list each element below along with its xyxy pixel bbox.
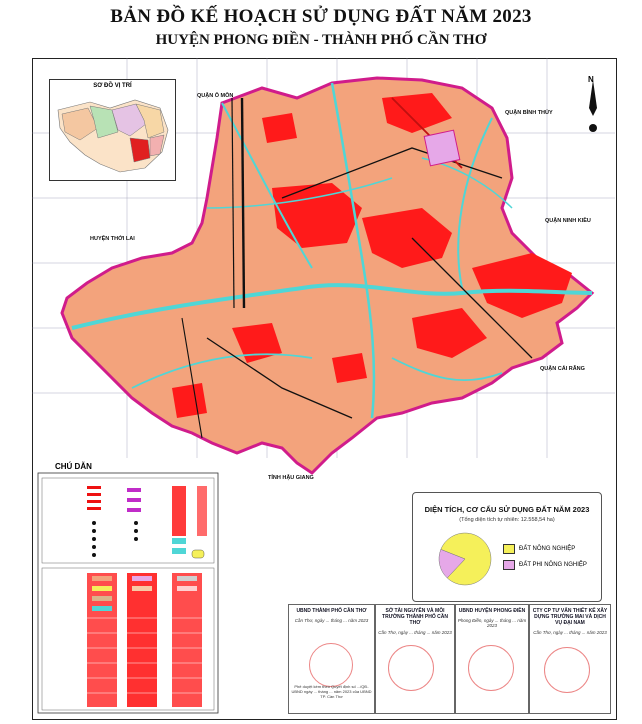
pie-chart: [435, 529, 495, 589]
signature-box-department: [375, 604, 455, 714]
label-neighbor-west: HUYỆN THỚI LAI: [90, 236, 135, 242]
legend-label-nonagri: ĐẤT PHI NÔNG NGHIỆP: [519, 562, 587, 568]
inset-map: [50, 80, 175, 180]
label-neighbor-north: QUẬN Ô MÔN: [197, 93, 234, 99]
seal-stamp: [468, 645, 514, 691]
signature-date: Phong Điền, ngày ... tháng ... năm 2023: [457, 618, 527, 628]
legend-panel: [38, 473, 218, 713]
signature-org: UBND HUYỆN PHONG ĐIỀN: [458, 608, 526, 614]
signature-date: Cần Thơ, ngày ... tháng ... năm 2023: [294, 618, 369, 623]
signature-box-district: [455, 604, 529, 714]
industrial-zone: [424, 130, 460, 166]
legend-swatch-nonagri: [503, 560, 515, 570]
signature-note: Phê duyệt kèm theo Quyết định số .../QĐ-UBND ngày ... tháng ... năm 2023 của UBND TP. Cần Thơ: [291, 684, 372, 699]
label-neighbor-northeast: QUẬN BÌNH THỦY: [505, 110, 553, 116]
seal-stamp: [388, 645, 434, 691]
signature-date: Cần Thơ, ngày ... tháng ... năm 2023: [533, 630, 607, 635]
label-neighbor-east: QUẬN NINH KIỀU: [545, 218, 591, 224]
label-neighbor-southeast: QUẬN CÁI RĂNG: [540, 366, 585, 372]
legend-label-agri: ĐẤT NÔNG NGHIỆP: [519, 546, 576, 552]
map-title: BẢN ĐỒ KẾ HOẠCH SỬ DỤNG ĐẤT NĂM 2023: [110, 6, 532, 27]
signature-org: UBND THÀNH PHỐ CẦN THƠ: [296, 608, 367, 614]
signature-org: CTY CP TƯ VẤN THIẾT KẾ XÂY DỰNG TRƯỜNG MAI VÀ DỊCH VỤ ĐẠI NAM: [532, 608, 608, 626]
compass-north-label: N: [588, 75, 594, 84]
legend-item-nonagri: [503, 560, 587, 570]
legend-title: CHÚ DẪN: [55, 462, 92, 471]
seal-stamp: [309, 643, 353, 687]
seal-stamp: [544, 647, 590, 693]
chart-title: DIỆN TÍCH, CƠ CẤU SỬ DỤNG ĐẤT NĂM 2023: [424, 505, 590, 514]
legend-item-agri: [503, 544, 575, 554]
inset-title: SƠ ĐỒ VỊ TRÍ: [93, 83, 132, 89]
compass-icon: [589, 80, 597, 132]
signature-date: Cần Thơ, ngày ... tháng ... năm 2023: [378, 630, 452, 635]
map-subtitle: HUYỆN PHONG ĐIỀN - THÀNH PHỐ CẦN THƠ: [155, 32, 487, 48]
signature-org: SỞ TÀI NGUYÊN VÀ MÔI TRƯỜNG THÀNH PHỐ CẦN THƠ: [382, 608, 448, 626]
land-use-chart[interactable]: [412, 492, 602, 602]
legend-swatch-agri: [503, 544, 515, 554]
location-inset[interactable]: [49, 79, 176, 181]
label-neighbor-south: TỈNH HẬU GIANG: [268, 475, 314, 481]
chart-subtitle: (Tổng diện tích tự nhiên: 12.558,54 ha): [459, 517, 555, 523]
signature-box-city: [288, 604, 375, 714]
signature-box-consultant: [529, 604, 611, 714]
